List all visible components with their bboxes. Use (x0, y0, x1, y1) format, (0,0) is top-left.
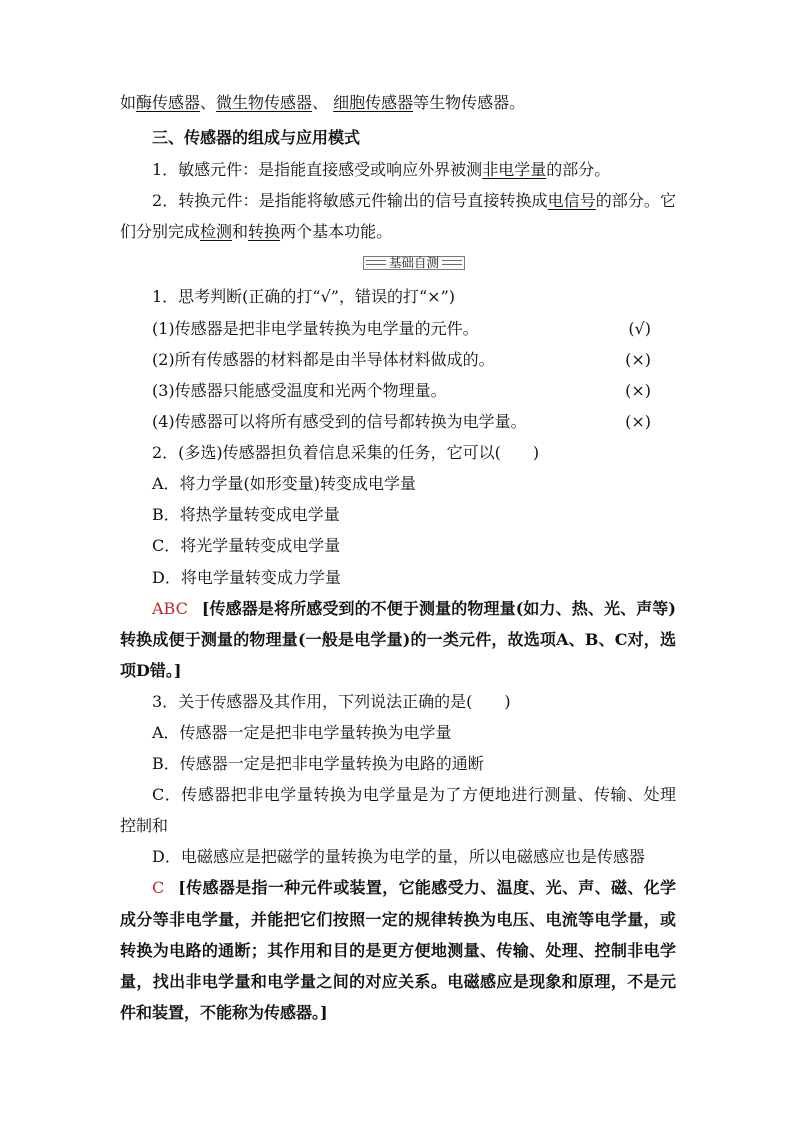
underlined-term: 酶传感器 (136, 93, 201, 113)
q3-answer-explanation: 量，找出非电学量和电学量之间的对应关系。电磁感应是现象和原理，不是元 (120, 971, 676, 991)
intro-text: 如 (120, 93, 137, 113)
statement-text: (2)所有传感器的材料都是由半导体材料做成的。 (152, 349, 495, 369)
underlined-term: 转换 (248, 221, 281, 241)
judgement-mark: (√) (628, 318, 651, 338)
answer-key: ABC (152, 598, 188, 618)
q3-option: C．传感器把非电学量转换为电学量是为了方便地进行测量、传输、处理和 (152, 785, 676, 836)
answer-explanation: [传感器是指一种元件或装置，它能感受力、温度、光、声、磁、化学 (178, 878, 676, 898)
underlined-term: 检测 (200, 221, 233, 241)
q2-answer-explanation: 项D错。] (120, 660, 182, 680)
banner-rule-left (366, 260, 386, 265)
section-heading: 三、传感器的组成与应用模式 (152, 128, 361, 148)
judgement-mark: (×) (625, 412, 651, 432)
self-test-banner (363, 256, 465, 270)
paragraph-text: 的部分。 (546, 159, 611, 179)
q2-answer-line (120, 593, 676, 624)
statement-text: (3)传感器只能感受温度和光两个物理量。 (152, 380, 447, 400)
paragraph-text: 的部分。它 (595, 190, 676, 210)
q3-answer-explanation: 成分等非电学量，并能把它们按照一定的规律转换为电压、电流等电学量，或 (120, 909, 676, 929)
q3-answer-explanation: 件和装置，不能称为传感器。] (120, 1002, 328, 1022)
answer-key: C (152, 878, 165, 898)
q1-statement (120, 406, 676, 437)
underlined-term: 非电学量 (482, 159, 547, 179)
underlined-term: 微生物传感器 (216, 93, 313, 113)
q3-option: D．电磁感应是把磁学的量转换为电学的量，所以电磁感应也是传感器 (152, 847, 645, 867)
q3-answer-line (120, 872, 676, 903)
intro-line (120, 87, 676, 122)
banner-label: 基础自测 (389, 254, 440, 270)
q2-option: B．将热学量转变成电学量 (152, 505, 340, 525)
q3-option: B．传感器一定是把非电学量转换为电路的通断 (152, 754, 484, 774)
judgement-mark: (×) (625, 380, 651, 400)
paragraph-text: 2．转换元件：是指能将敏感元件输出的信号直接转换成 (152, 190, 548, 210)
q1-statement (120, 375, 676, 406)
q3-option-continuation: 控制 (120, 816, 153, 836)
document-page (120, 87, 676, 1028)
conversion-element-paragraph-line2 (120, 216, 676, 247)
paragraph-text: 1．敏感元件：是指能直接感受或响应外界被测 (152, 159, 483, 179)
answer-explanation: [传感器是将所感受到的不便于测量的物理量(如力、热、光、声等) (201, 598, 676, 618)
q1-stem: 1．思考判断(正确的打“√”，错误的打“×”) (152, 287, 455, 307)
q2-option: D．将电学量转变成力学量 (152, 567, 341, 587)
q2-option: A．将力学量(如形变量)转变成电学量 (152, 474, 417, 494)
intro-text: 、 (200, 93, 217, 113)
q2-option: C．将光学量转变成电学量 (152, 536, 341, 556)
q3-option: A．传感器一定是把非电学量转换为电学量 (152, 723, 452, 743)
conversion-element-paragraph-line1 (120, 185, 676, 216)
statement-text: (1)传感器是把非电学量转换为电学量的元件。 (152, 318, 479, 338)
statement-text: (4)传感器可以将所有感受到的信号都转换为电学量。 (152, 412, 527, 432)
banner-row (120, 247, 676, 281)
q2-answer-explanation: 转换成便于测量的物理量(一般是电学量)的一类元件，故选项A、B、C对，选 (120, 629, 676, 649)
q3-stem: 3．关于传感器及其作用，下列说法正确的是( ) (152, 691, 511, 711)
q2-stem: 2．(多选)传感器担负着信息采集的任务，它可以( ) (152, 443, 540, 463)
banner-rule-right (442, 260, 462, 265)
paragraph-text: 两个基本功能。 (280, 221, 393, 241)
paragraph-text: 和 (232, 221, 249, 241)
q1-statement (120, 313, 676, 344)
judgement-mark: (×) (625, 349, 651, 369)
paragraph-text: 们分别完成 (120, 221, 201, 241)
sensitive-element-paragraph (120, 154, 676, 185)
underlined-term: 电信号 (547, 190, 596, 210)
intro-text: 、 (312, 93, 334, 113)
intro-text: 等生物传感器。 (413, 93, 526, 113)
underlined-term: 细胞传感器 (333, 93, 414, 113)
q1-statement (120, 344, 676, 375)
q3-answer-explanation: 转换为电路的通断；其作用和目的是更方便地测量、传输、处理、控制非电学 (120, 940, 676, 960)
